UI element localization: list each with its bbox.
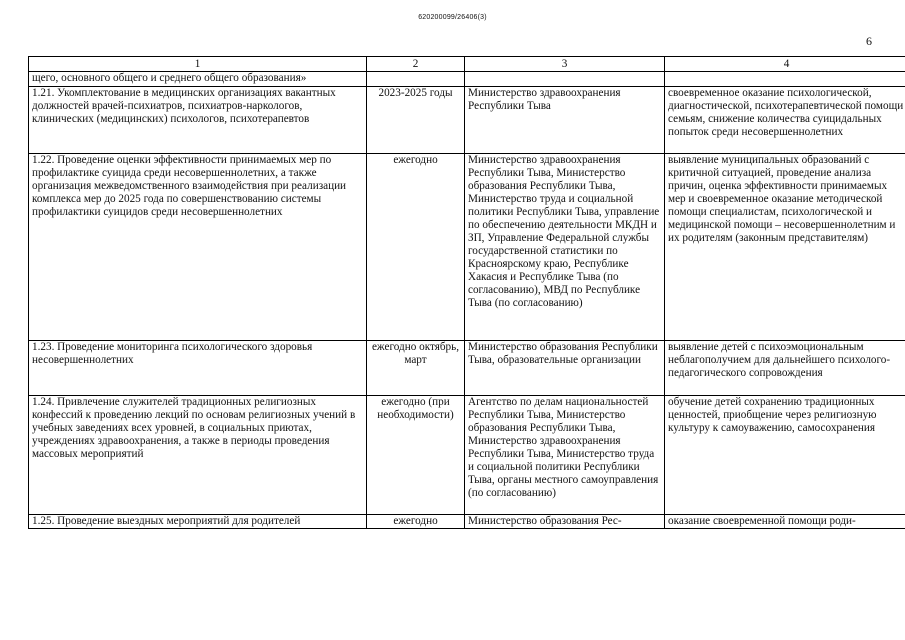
column-number-2: 2 — [367, 57, 465, 72]
period-cell: ежегодно (при необходимости) — [367, 396, 465, 515]
result-cell: выявление муниципальных образований с критичной ситуацией, проведение анализа причин, оценка эффективности принимаемых мер и своевременное оказание методической помощи специалистам, психологической и медицинской помощи – несовершеннолетним и их родителям (законным представителям) — [665, 154, 905, 341]
page-number: 6 — [866, 34, 872, 48]
table-row — [29, 341, 905, 396]
activity-cell: 1.25. Проведение выездных мероприятий для родителей — [29, 515, 367, 529]
continuation-cell: щего, основного общего и среднего общего образования» — [29, 72, 367, 87]
executors-cell: Министерство здравоохранения Республики Тыва — [465, 87, 665, 154]
empty-cell — [665, 72, 905, 87]
period-cell: 2023-2025 годы — [367, 87, 465, 154]
executors-cell: Министерство образования Рес- — [465, 515, 665, 529]
result-cell: своевременное оказание психологической, диагностической, психотерапевтической помощи семьям, снижение количества суицидальных попыток среди несовершеннолетних — [665, 87, 905, 154]
period-cell: ежегодно октябрь, март — [367, 341, 465, 396]
column-number-3: 3 — [465, 57, 665, 72]
period-cell: ежегодно — [367, 154, 465, 341]
table-row — [29, 87, 905, 154]
period-cell: ежегодно — [367, 515, 465, 529]
column-number-1: 1 — [29, 57, 367, 72]
activity-cell: 1.23. Проведение мониторинга психологического здоровья несовершеннолетних — [29, 341, 367, 396]
table-row — [29, 72, 905, 87]
table-row — [29, 515, 905, 529]
activity-cell: 1.22. Проведение оценки эффективности принимаемых мер по профилактике суицида среди несовершеннолетних, а также организация межведомственного взаимодействия при реализации комплекса мер до 2025 года по совершенствованию системы профилактики суицидов среди несовершеннолетних — [29, 154, 367, 341]
measures-table — [28, 56, 905, 529]
result-cell: оказание своевременной помощи роди- — [665, 515, 905, 529]
column-number-4: 4 — [665, 57, 905, 72]
column-number-row — [29, 57, 905, 72]
executors-cell: Министерство здравоохранения Республики Тыва, Министерство образования Республики Тыва, Министерство труда и социальной политики Республики Тыва, управление по обеспечению деятельности МКДН и ЗП, Управление Федеральной службы государственной статистики по Красноярскому краю, Республике Хакасия и Республике Тыва (по согласованию), МВД по Республике Тыва (по согласованию) — [465, 154, 665, 341]
executors-cell: Министерство образования Республики Тыва, образовательные организации — [465, 341, 665, 396]
activity-cell: 1.21. Укомплектование в медицинских организациях вакантных должностей врачей-психиатров, психиатров-наркологов, клинических (медицинских) психологов, психотерапевтов — [29, 87, 367, 154]
table-row — [29, 154, 905, 341]
result-cell: обучение детей сохранению традиционных ценностей, приобщение через религиозную культуру к самоуважению, самосохранения — [665, 396, 905, 515]
executors-cell: Агентство по делам национальностей Республики Тыва, Министерство образования Республики Тыва, Министерство здравоохранения Республики Тыва, Министерство труда и социальной политики Республики Тыва, органы местного самоуправления (по согласованию) — [465, 396, 665, 515]
table-row — [29, 396, 905, 515]
result-cell: выявление детей с психоэмоциональным неблагополучием для дальнейшего психолого-педагогического сопровождения — [665, 341, 905, 396]
activity-cell: 1.24. Привлечение служителей традиционных религиозных конфессий к проведению лекций по основам религиозных учений в учебных заведениях всех уровней, в социальных приютах, учреждениях здравоохранения, а также в периоды проведения массовых мероприятий — [29, 396, 367, 515]
empty-cell — [367, 72, 465, 87]
empty-cell — [465, 72, 665, 87]
document-id: 620200099/26406(3) — [418, 14, 487, 21]
